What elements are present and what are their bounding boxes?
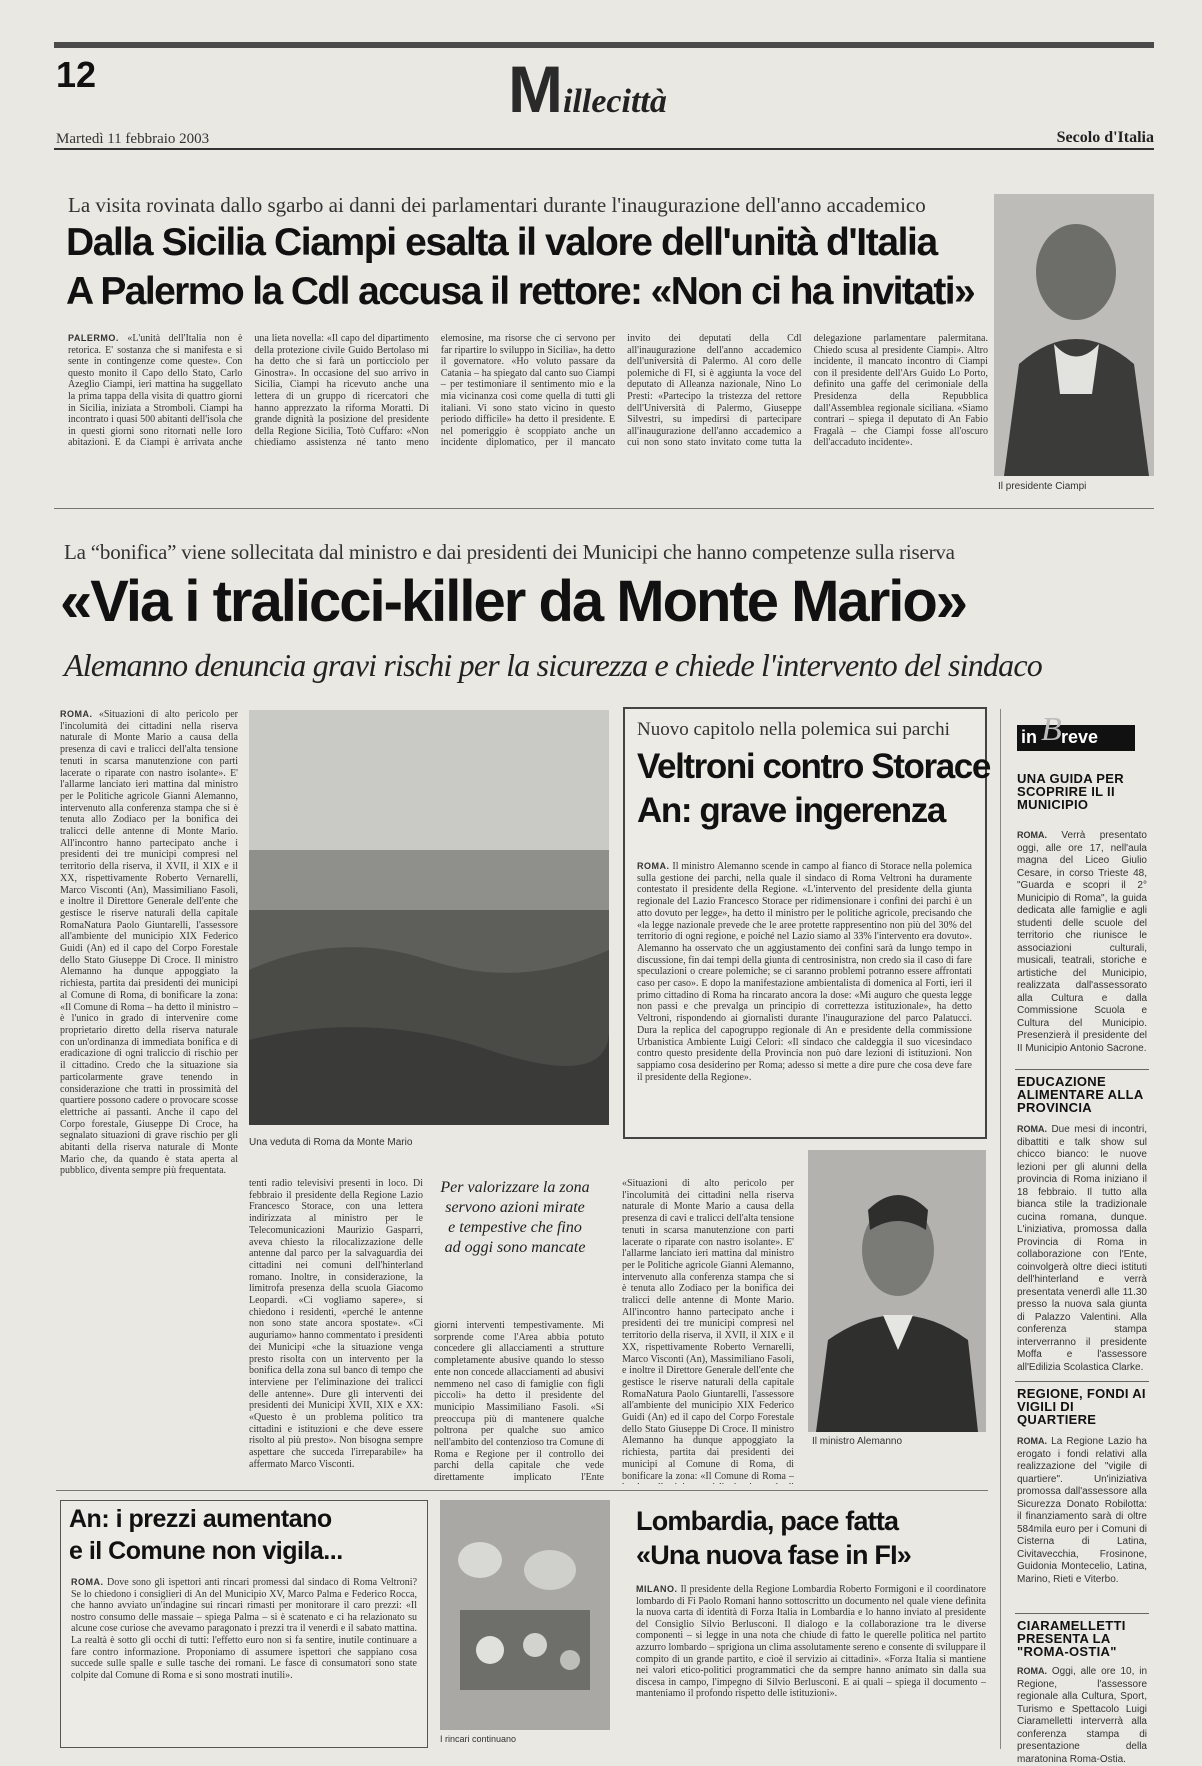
breve-rule-2 <box>1015 1381 1149 1382</box>
breve-item-3-title: REGIONE, FONDI AI VIGILI DI QUARTIERE <box>1017 1386 1146 1427</box>
alemanno-photo <box>808 1150 986 1432</box>
alemanno-photo-caption: Il ministro Alemanno <box>812 1436 903 1447</box>
veltroni-body-text: Il ministro Alemanno scende in campo al fianco di Storace nella polemica sulla gestione dei parchi, nella quale il sindaco di Roma Veltroni ha duramente contestato il presidente della Regione. «L'intervento del presidente della giunta regionale del Lazio Francesco Storace per ridimensionare i confini dei parchi è un atto dovuto per legge», ha detto il ministro per le politiche agricole, precisando che «la legge nazionale prevede che le aree protette rappresentino non più del 30% del territorio di ogni regione, e poiché nel Lazio siamo al 33% l'intervento era dovuto». Alemanno ha osservato che un aggiustamento dei confini sarà da lungo tempo in discussione, fin dai tempi della giunta di centrosinistra, non credo sia il caso di fare speculazioni o creare polemiche; se ci saranno problemi potranno essere affrontati caso per caso». E dopo la manifestazione ambientalista di domenica al Forti, ieri il primo cittadino di Roma ha rincarato ancora la dose: «Mi auguro che questa legge non passi e che prevalga un principio di correttezza istituzionale», ha detto Veltroni, rispondendo ai giornalisti durante l'inaugurazione del parco Palatucci. Dura la replica del capogruppo regionale di An e presidente della commissione Urbanistica Ambiente Luigi Celori: «Il sindaco che caldeggia il suo vicesindaco contro questo presidente della Provincia non può dare lezioni di istituzioni. Non sappiamo cosa desiderino per Roma; adesso si mette a dire pure che cosa deve fare il presidente della Regione». <box>637 861 972 1083</box>
breve-item-2-body: Due mesi di incontri, dibattiti e talk show sul chicco bianco: le nuove lezioni per gli alunni della provincia di Roma iniziano il 18 febbraio. Il tutto alla bianca stile la tradizionale cucina romana, dunque. L'iniziativa, promossa dalla Provincia di Roma in collaborazione con l'Ente, coinvolgerà oltre dieci istituti dell'hinterland e verrà presentata venerdì alle 11.30 presso la nuova sala giunta di Palazzo Valentini. Alla conferenza stampa interverranno il presidente Moffa e l'assessore all'Edilizia Scolastica Clarke. <box>1017 1124 1147 1373</box>
breve-sidebar <box>1000 709 1153 1765</box>
breve-rule-1 <box>1015 1069 1149 1070</box>
montemario-dateline: ROMA. <box>60 709 93 719</box>
lombardia-headline-2: «Una nuova fase in FI» <box>636 1540 911 1570</box>
montemario-photo <box>249 710 609 1125</box>
prezzi-headline-2: e il Comune non vigila... <box>69 1537 343 1565</box>
breve-item-3-body: La Regione Lazio ha erogato i fondi relativi alla realizzazione del "vigile di quartiere". Un'iniziativa promossa dall'assessore alla Sicurezza Donato Robilotta: il finanziamento sarà di oltre 584mila euro per i Comuni di Cisterna di Latina, Civitavecchia, Frosinone, Guidonia Montecelio, Latina, Marino, Rieti e Viterbo. <box>1017 1436 1147 1585</box>
ciampi-dateline: PALERMO. <box>68 333 119 343</box>
veltroni-kicker: Nuovo capitolo nella polemica sui parchi <box>637 719 950 740</box>
bottom-section-rule <box>56 1490 988 1491</box>
section-logo <box>508 52 667 126</box>
montemario-kicker: La “bonifica” viene sollecitata dal ministro e dai presidenti dei Municipi che hanno competenze sulla riserva <box>64 540 955 564</box>
veltroni-dateline: ROMA. <box>637 861 670 871</box>
veltroni-headline-2: An: grave ingerenza <box>637 791 945 830</box>
breve-item-4-body: Oggi, alle ore 10, in Regione, l'assessore regionale alla Cultura, Sport, Turismo e Spettacolo Luigi Ciaramelletti interverrà alla conferenza stampa di presentazione della maratonina Roma-Ostia. <box>1017 1666 1148 1765</box>
publication-name: Secolo d'Italia <box>1056 129 1154 146</box>
prezzi-body <box>71 1577 417 1743</box>
veltroni-headline-1: Veltroni contro Storace <box>637 747 990 786</box>
top-rule <box>54 42 1154 48</box>
breve-logo-b: B <box>1041 711 1062 748</box>
prezzi-body-text: Dove sono gli ispettori anti rincari promessi dal sindaco di Roma Veltroni? Se lo chiedono i consiglieri di An del Municipio XV, Marco Palma e Federico Rocca, che hanno avviato un'indagine sui rincari rimasti per monitorare il caro prezzi: «Il nostro consumo delle massaie – spiega Palma – si è scatenato e ci ha relazionato su alcune cose curiose che avevamo paragonato i prezzi tra il venerdì e il sabato mattina. La realtà è sotto gli occhi di tutti: l'effetto euro non si fa sentire, inutile continuare a fare contro informazione. Proponiamo di assumere ispettori che sappiano cosa succede sulle spalle e sulle tasche dei romani. Le fasce di consumatori sono state colpite dal Comune di Roma e si sono mostrati inutili». <box>71 1577 417 1681</box>
ciampi-body <box>68 333 988 503</box>
ciampi-portrait-illustration <box>994 194 1154 476</box>
breve-item-4-title: CIARAMELLETTI PRESENTA LA "ROMA-OSTIA" <box>1017 1618 1126 1659</box>
prezzi-photo <box>440 1500 610 1730</box>
breve-item-3-text <box>1017 1435 1147 1603</box>
montemario-lower-mid <box>434 1320 604 1484</box>
breve-item-3-dateline: ROMA. <box>1017 1436 1047 1446</box>
lombardia-body <box>636 1584 986 1744</box>
breve-item-1-dateline: ROMA. <box>1017 830 1047 840</box>
lombardia-body-text: Il presidente della Regione Lombardia Roberto Formigoni e il coordinatore lombardo di Fi Paolo Romani hanno sottoscritto un documento nel quale viene definita la nuova carta di identità di Forza Italia in Lombardia e lo hanno inviato al presidente del Consiglio Silvio Berlusconi. Il dialogo e la collaborazione tra le diverse componenti – si legge in una nota che chiude di fatto le querelle politica nel partito azzurro lombardo – sprigiona un clima assolutamente sereno e consente di sviluppare il compito di un grande partito, e cioè il servizio ai cittadini». «Forza Italia si mantiene nei valori etico-politici programmatici che da sempre hanno animato sin dalla sua discesa in campo, l'impegno di Silvio Berlusconi. E ai quali – spiega il documento – manteniamo il profondo rispetto delle istituzioni». <box>636 1584 986 1700</box>
prezzi-dateline: ROMA. <box>71 1577 104 1587</box>
lombardia-headline-1: Lombardia, pace fatta <box>636 1506 899 1536</box>
prezzi-box <box>60 1500 428 1748</box>
ciampi-headline-2: A Palermo la Cdl accusa il rettore: «Non ci ha invitati» <box>66 270 975 313</box>
breve-item-4-text <box>1017 1665 1148 1765</box>
montemario-col1 <box>60 709 238 1484</box>
montemario-lower-right-text: giorni interventi tempestivamente. Mi sorprende come l'Area abbia potuto concedere gli allacciamenti a strutture completamente abusive quando lo stesso ente non concede allacciamenti ad abusivi nemmeno nel caso di famiglie con figli piccoli» ha detto il presidente del municipio Massimiliano Fasoli. «Si preoccupa più di mantenere qualche poltrona per qualche suo amico nell'ambito del contenzioso tra Comune di Roma e Regione per il controllo dei parchi della capitale che vede direttamente implicato l'Ente <box>434 1320 604 1484</box>
ciampi-body-text: «L'unità dell'Italia non è retorica. E' sostanza che si manifesta e si sente in contingenze come queste». Con questo monito il Capo dello Stato, Carlo Azeglio Ciampi, ieri mattina ha suggellato la prima tappa della visita di quattro giorni in Sicilia, iniziata a Stromboli. Ciampi ha incontrato i quasi 500 abitanti dell'isola che in questi giorni sono ritornati nelle loro abitazioni. E da Ciampi è arrivata anche una lieta novella: «Il capo del dipartimento della protezione civile Guido Bertolaso mi ha detto che si farà un porticciolo per Ginostra». In occasione del suo arrivo in Sicilia, Ciampi ha ricevuto anche una lettera di un gruppo di ricercatori che hanno apprezzato la riforma Moratti. Di grande dignità la posizione del presidente della Regione Sicilia, Totò Cuffaro: «Non chiediamo assistenza né tanto meno elemosine, ma risorse che ci servono per far ripartire lo sviluppo in Sicilia», ha detto il governatore. «Ho voluto passare da Catania – ha spiegato dal canto suo Ciampi – per testimoniare il sentimento mio e la mia vicinanza così come quella di tutti gli italiani. Vi sono stato vicino in questo periodo difficile» ha detto il presidente. E nel pomeriggio è scoppiato anche un incidente diplomatico, per il mancato invito dei deputati della Cdl all'inaugurazione dell'anno accademico dell'università di Palermo. Al coro delle polemiche di FI, si è aggiunta la voce del deputato di Alleanza nazionale, Nino Lo Presti: «Partecipo la tristezza del rettore dell'Università di Palermo, Giuseppe Silvestri, su impedirsi di partecipare all'inaugurazione dell'anno accademico a cui non sono stato invitato come tutta la delegazione parlamentare palermitana. Chiedo scusa al presidente Ciampi». Altro incidente, il mancato incontro di Ciampi con il presidente dell'Ars Guido Lo Porto, definito una gaffe del cerimoniale della Presidenza della Repubblica dall'Assemblea regionale siciliana. «Siamo contrari – spiega il deputato di An Fabio Fragalà – che Ciampi fosse all'oscuro dell'accaduto incidente». <box>68 333 988 449</box>
prezzi-headline-1: An: i prezzi aumentano <box>69 1505 332 1533</box>
rome-view-illustration <box>249 710 609 1125</box>
lombardia-dateline: MILANO. <box>636 1584 678 1594</box>
breve-rule-3 <box>1015 1613 1149 1614</box>
breve-logo <box>1017 711 1135 751</box>
breve-item-1-title: UNA GUIDA PER SCOPRIRE IL II MUNICIPIO <box>1017 771 1124 812</box>
breve-item-4-dateline: ROMA. <box>1017 1666 1047 1676</box>
ciampi-kicker: La visita rovinata dallo sgarbo ai danni dei parlamentari durante l'inaugurazione dell'anno accademico <box>68 193 926 217</box>
breve-logo-in: in <box>1021 727 1037 747</box>
montemario-headline: «Via i tralicci-killer da Monte Mario» <box>60 569 967 634</box>
veltroni-box <box>623 707 990 1139</box>
montemario-col1-text: «Situazioni di alto pericolo per l'incolumità dei cittadini nella riserva naturale di Monte Mario a causa della presenza di cavi e tralicci dell'alta tensione tenuti in scarsa manutenzione con parti lacerate o riparate con nastro isolante». E' l'allarme lanciato ieri mattina dal ministro per le Politiche agricole Gianni Alemanno, intervenuto alla conferenza stampa che si è tenuta allo Zodiaco per la bonifica dei tralicci delle antenne di Monte Mario. All'incontro hanno partecipato anche i presidenti dei tre municipi compresi nel territorio della riserva, il XVII, il XIX e il XX, rispettivamente Roberto Vernarelli, Marco Visconti (An), Massimiliano Fasoli, e inoltre il Direttore Generale dell'ente che gestisce le riserve naturali della capitale RomaNatura Paolo Giuntarelli, l'assessore all'ambiente del municipio XIX Federico Guidi (An) ed il capo del Corpo Forestale dello Stato Giuseppe Di Croce. Il ministro Alemanno ha dunque appoggiato la richiesta, partita dai presidenti dei municipi al Comune di Roma, di bonificare la zona: «Il Comune di Roma – ha detto il ministro – è l'unico in grado di intervenire come proprietario diretto della riserva naturale con un'ordinanza di immediata bonifica e di eradicazione di ogni traliccio di rischio per il cittadino. Credo che la situazione sia particolarmente grave tenendo in considerazione che tratti in prossimità del quartiere possono cadere o provocare scosse elettriche ai passanti. Anche il capo del Corpo forestale, Giuseppe Di Croce, ha segnalato situazioni di grave rischio per gli abitanti della riserva naturale di Monte Mario che, da quando è stata aperta al pubblico, diventa sempre più frequentata. <box>60 709 238 1177</box>
ciampi-photo-caption: Il presidente Ciampi <box>998 481 1087 492</box>
montemario-lower-left: tenti radio televisivi presenti in loco. Di febbraio il presidente della Regione Lazio Francesco Storace, con una lettera indirizzata al ministro per le Telecomunicazioni Maurizio Gasparri, aveva chiesto la rilocalizzazione delle antenne dal parco per la salvaguardia dei cittadini nei comuni dell'hinterland romano. Inoltre, in considerazione, la limitrofa presenza della scuola Giacomo Leopardi. «Ci vogliamo sapere», si chiedono i residenti, «perché le antenne non sono state ancora spostate». «Ci auguriamo» hanno commentato i presidenti dei Municipi «che la situazione venga presto risolta con un intervento per la bonifica della zona sul banco di tempo che interviene per l'eliminazione dei tralicci delle antenne». Dure gli interventi dei presidenti dei Municipi XVII, XIX e XX: «Questo è un problema politico tra cittadini e istituzioni e che deve essere risolto al più presto». Non bisogna sempre aspettare che succeda l'irreparabile» ha affermato Marco Visconti. <box>249 1178 423 1470</box>
market-stall-illustration <box>440 1500 610 1730</box>
veltroni-body <box>637 861 972 1127</box>
montemario-col1-continued: «Situazioni di alto pericolo per l'incolumità dei cittadini nella riserva naturale di Monte Mario a causa della presenza di cavi e tralicci dell'alta tensione tenuti in scarsa manutenzione con parti lacerate o riparate con nastro isolante». E' l'allarme lanciato ieri mattina dal ministro per le Politiche agricole Gianni Alemanno, intervenuto alla conferenza stampa che si è tenuta allo Zodiaco per la bonifica dei tralicci delle antenne di Monte Mario. All'incontro hanno partecipato anche i presidenti dei tre municipi compresi nel territorio della riserva, il XVII, il XIX e il XX, rispettivamente Roberto Vernarelli, Marco Visconti (An), Massimiliano Fasoli, e inoltre il Direttore Generale dell'ente che gestisce le riserve naturali della capitale RomaNatura Paolo Giuntarelli, l'assessore all'ambiente del municipio XIX Federico Guidi (An) ed il capo del Corpo Forestale dello Stato Giuseppe Di Croce. Il ministro Alemanno ha dunque appoggiato la richiesta, partita dai presidenti dei municipi al Comune di Roma, di bonificare la zona: «Il Comune di Roma – <box>622 1178 794 1482</box>
ciampi-headline-1: Dalla Sicilia Ciampi esalta il valore dell'unità d'Italia <box>66 221 937 264</box>
breve-item-1-body: Verrà presentato oggi, alle ore 17, nell'aula magna del Liceo Giulio Cesare, in corso Trieste 48, "Guarda e scopri il 2° Municipio di Roma", la guida dedicata alle famiglie e agli studenti delle scuole del territorio che riunisce le associazioni culturali, musicali, teatrali, storiche e artistiche del Municipio, realizzata dall'assessorato alla Cultura e dalla Commissione Scuola e Cultura del Municipio. Presenzierà il presidente del II Municipio Antonio Sacrone. <box>1017 830 1147 1054</box>
breve-item-2-dateline: ROMA. <box>1017 1124 1047 1134</box>
ciampi-photo <box>994 194 1154 476</box>
montemario-lower-col3 <box>622 1178 794 1484</box>
breve-logo-rest: reve <box>1061 727 1099 747</box>
breve-item-1-text <box>1017 829 1147 1054</box>
montemario-photo-caption: Una veduta di Roma da Monte Mario <box>249 1137 413 1148</box>
prezzi-photo-caption: I rincari continuano <box>440 1734 517 1744</box>
breve-item-2-text <box>1017 1123 1147 1373</box>
section-logo-name: illecittà <box>562 83 667 120</box>
page-number: 12 <box>56 54 97 95</box>
masthead-rule <box>54 148 1154 150</box>
issue-date: Martedì 11 febbraio 2003 <box>56 131 210 147</box>
section-logo-letter: M <box>508 52 563 126</box>
ciampi-bottom-rule <box>54 508 1154 509</box>
alemanno-portrait-illustration <box>808 1150 986 1432</box>
montemario-subheadline: Alemanno denuncia gravi rischi per la sicurezza e chiede l'intervento del sindaco <box>64 647 1042 683</box>
montemario-pullquote: Per valorizzare la zona servono azioni mirate e tempestive che fino ad oggi sono mancate <box>440 1179 590 1256</box>
breve-item-2-title: EDUCAZIONE ALIMENTARE ALLA PROVINCIA <box>1017 1074 1144 1115</box>
